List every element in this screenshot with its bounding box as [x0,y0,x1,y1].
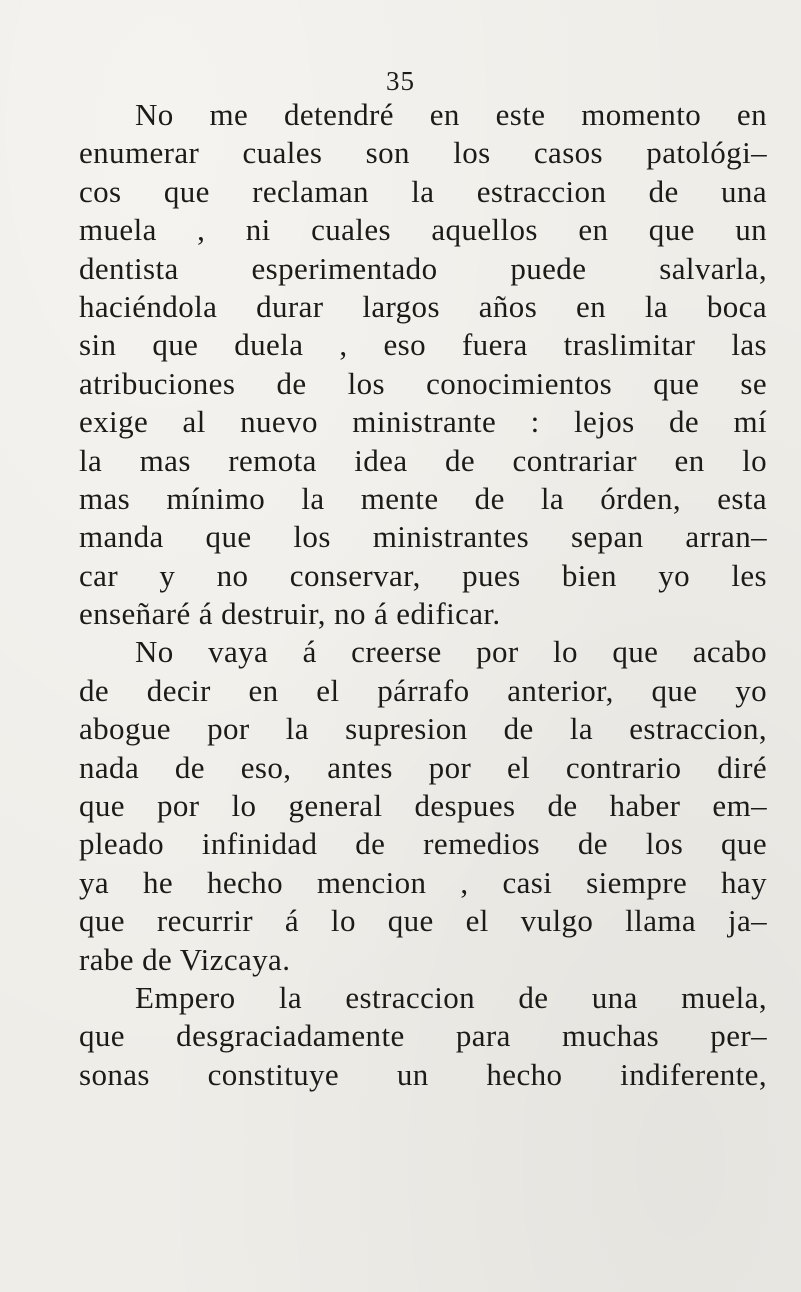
text-line: ya he hecho mencion , casi siempre hay [79,864,767,900]
text-line: manda que los ministrantes sepan arran– [79,519,767,555]
text-line: muela , ni cuales aquellos en que un [79,212,767,248]
text-line: atribuciones de los conocimientos que se [79,365,767,401]
text-line: sin que duela , eso fuera traslimitar las [79,327,767,363]
text-line: car y no conservar, pues bien yo les [79,557,767,593]
text-line: haciéndola durar largos años en la boca [79,288,767,324]
text-line: enumerar cuales son los casos patológi– [79,135,767,171]
page-number: 35 [386,66,415,96]
text-line: que por lo general despues de haber em– [79,788,767,824]
text-line: que recurrir á lo que el vulgo llama ja– [79,903,767,939]
text-line: exige al nuevo ministrante : lejos de mí [79,404,767,440]
body-text [79,96,767,1094]
text-line: Empero la estraccion de una muela, [135,979,767,1015]
text-line: dentista esperimentado puede salvarla, [79,250,767,286]
text-line: abogue por la supresion de la estraccion, [79,711,767,747]
text-line: No vaya á creerse por lo que acabo [135,634,767,670]
text-line: mas mínimo la mente de la órden, esta [79,480,767,516]
text-line: de decir en el párrafo anterior, que yo [79,672,767,708]
text-line: sonas constituye un hecho indiferente, [79,1056,767,1092]
text-line: nada de eso, antes por el contrario diré [79,749,767,785]
text-line: rabe de Vizcaya. [79,941,291,977]
text-line: que desgraciadamente para muchas per– [79,1018,767,1054]
text-line: la mas remota idea de contrariar en lo [79,442,767,478]
text-line: cos que reclaman la estraccion de una [79,173,767,209]
text-line: No me detendré en este momento en [135,97,767,132]
text-line: enseñaré á destruir, no á edificar. [79,596,501,632]
text-line: pleado infinidad de remedios de los que [79,826,767,862]
